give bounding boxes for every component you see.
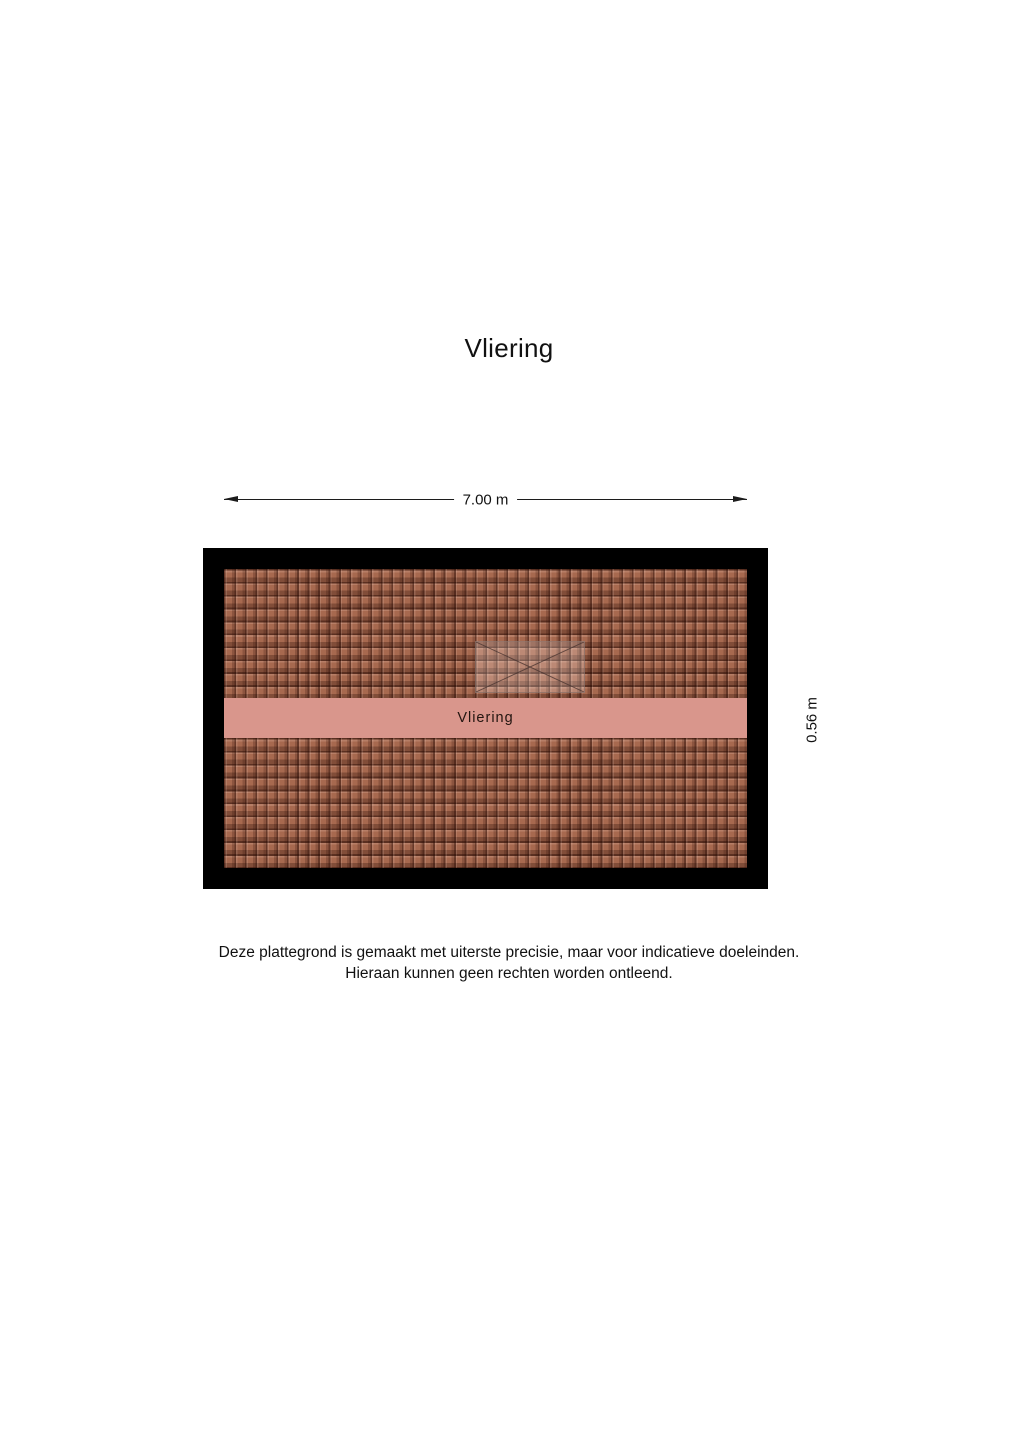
floor-plan xyxy=(203,548,768,889)
disclaimer-line-2: Hieraan kunnen geen rechten worden ontleend. xyxy=(345,965,673,982)
skylight-marker xyxy=(475,641,585,693)
arrow-right-icon xyxy=(733,496,747,502)
roof-tiles-bottom xyxy=(224,738,747,868)
depth-dimension-label: 0.56 m xyxy=(803,697,821,743)
room-label: Vliering xyxy=(457,710,514,726)
width-dimension xyxy=(224,492,747,508)
disclaimer xyxy=(0,942,1018,984)
disclaimer-line-1: Deze plattegrond is gemaakt met uiterste precisie, maar voor indicatieve doeleinden. xyxy=(218,944,800,961)
vliering-floor-band xyxy=(224,698,747,738)
crossed-box-icon xyxy=(476,642,584,692)
page-title: Vliering xyxy=(464,333,554,363)
width-dimension-label: 7.00 m xyxy=(454,492,518,509)
